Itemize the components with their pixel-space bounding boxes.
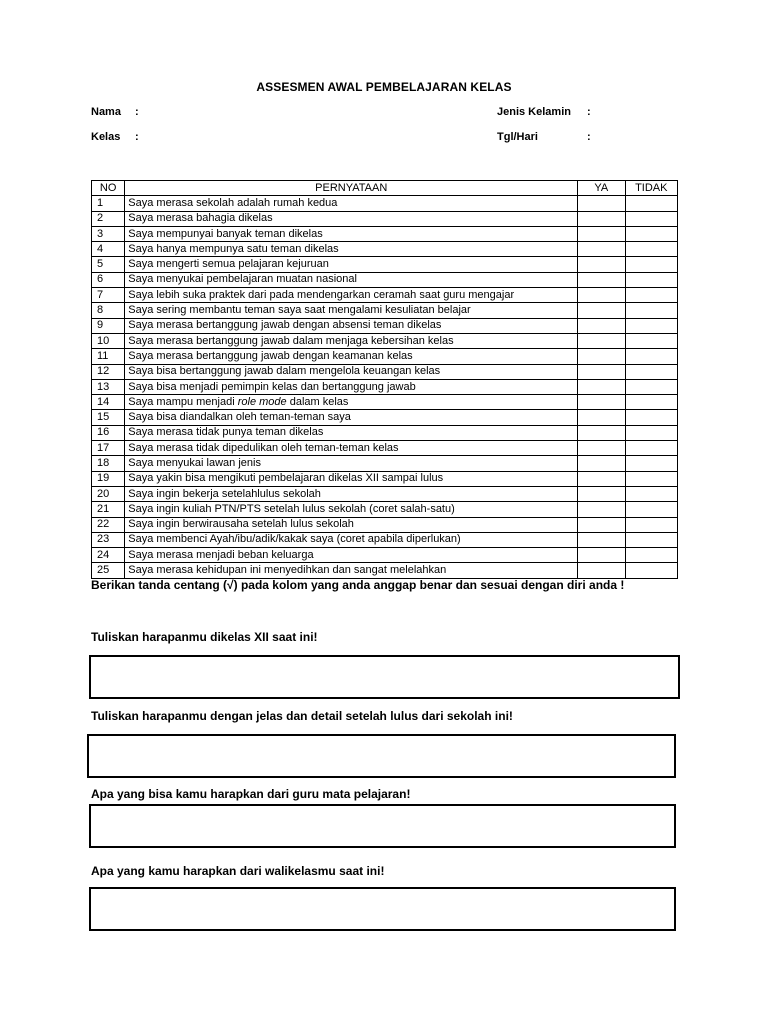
ya-checkbox-cell[interactable] [578,471,625,486]
tgl-hari-field [497,131,591,143]
answer-box-1[interactable] [89,655,680,699]
answer-box-2[interactable] [87,734,676,778]
ya-checkbox-cell[interactable] [578,486,625,501]
row-number: 22 [92,517,125,532]
tidak-checkbox-cell[interactable] [625,349,677,364]
row-number: 8 [92,303,125,318]
tidak-checkbox-cell[interactable] [625,303,677,318]
row-number: 4 [92,242,125,257]
row-statement: Saya yakin bisa mengikuti pembelajaran dikelas XII sampai lulus [125,471,578,486]
question-1: Tuliskan harapanmu dikelas XII saat ini! [91,630,318,644]
ya-checkbox-cell[interactable] [578,563,625,578]
ya-checkbox-cell[interactable] [578,349,625,364]
tidak-checkbox-cell[interactable] [625,532,677,547]
ya-checkbox-cell[interactable] [578,425,625,440]
row-statement: Saya bisa menjadi pemimpin kelas dan bertanggung jawab [125,379,578,394]
ya-checkbox-cell[interactable] [578,288,625,303]
row-statement: Saya lebih suka praktek dari pada mendengarkan ceramah saat guru mengajar [125,288,578,303]
tidak-checkbox-cell[interactable] [625,318,677,333]
row-number: 23 [92,532,125,547]
answer-box-3[interactable] [89,804,676,848]
row-number: 2 [92,211,125,226]
row-number: 6 [92,272,125,287]
tidak-checkbox-cell[interactable] [625,425,677,440]
table-row [92,379,678,394]
ya-checkbox-cell[interactable] [578,196,625,211]
row-statement: Saya membenci Ayah/ibu/adik/kakak saya (coret apabila diperlukan) [125,532,578,547]
ya-checkbox-cell[interactable] [578,502,625,517]
tidak-checkbox-cell[interactable] [625,563,677,578]
tidak-checkbox-cell[interactable] [625,379,677,394]
instruction-text: Berikan tanda centang (√) pada kolom yang anda anggap benar dan sesuai dengan diri anda ! [91,578,625,592]
row-statement: Saya merasa tidak dipedulikan oleh teman-teman kelas [125,441,578,456]
table-row [92,532,678,547]
table-row [92,333,678,348]
ya-checkbox-cell[interactable] [578,303,625,318]
question-4: Apa yang kamu harapkan dari walikelasmu saat ini! [91,864,385,878]
ya-checkbox-cell[interactable] [578,211,625,226]
tidak-checkbox-cell[interactable] [625,226,677,241]
ya-checkbox-cell[interactable] [578,548,625,563]
row-statement: Saya ingin kuliah PTN/PTS setelah lulus sekolah (coret salah-satu) [125,502,578,517]
tidak-checkbox-cell[interactable] [625,548,677,563]
row-number: 25 [92,563,125,578]
row-number: 19 [92,471,125,486]
tidak-checkbox-cell[interactable] [625,395,677,410]
row-number: 11 [92,349,125,364]
tidak-checkbox-cell[interactable] [625,257,677,272]
question-3: Apa yang bisa kamu harapkan dari guru mata pelajaran! [91,787,411,801]
header-ya: YA [578,181,625,196]
row-number: 9 [92,318,125,333]
row-number: 13 [92,379,125,394]
row-statement: Saya mengerti semua pelajaran kejuruan [125,257,578,272]
row-statement: Saya mempunyai banyak teman dikelas [125,226,578,241]
header-no: NO [92,181,125,196]
row-statement: Saya ingin bekerja setelahlulus sekolah [125,486,578,501]
row-number: 15 [92,410,125,425]
table-row [92,410,678,425]
nama-colon: : [135,106,139,118]
tidak-checkbox-cell[interactable] [625,517,677,532]
kelas-field [91,131,139,143]
row-number: 16 [92,425,125,440]
table-row [92,349,678,364]
table-row [92,548,678,563]
ya-checkbox-cell[interactable] [578,532,625,547]
ya-checkbox-cell[interactable] [578,517,625,532]
tidak-checkbox-cell[interactable] [625,364,677,379]
row-statement: Saya bisa diandalkan oleh teman-teman saya [125,410,578,425]
row-statement: Saya sering membantu teman saya saat mengalami kesuliatan belajar [125,303,578,318]
row-statement: Saya merasa bertanggung jawab dengan keamanan kelas [125,349,578,364]
ya-checkbox-cell[interactable] [578,333,625,348]
tidak-checkbox-cell[interactable] [625,486,677,501]
tidak-checkbox-cell[interactable] [625,456,677,471]
ya-checkbox-cell[interactable] [578,456,625,471]
statement-italic-text: role mode [237,395,287,408]
table-row [92,257,678,272]
table-row [92,563,678,578]
ya-checkbox-cell[interactable] [578,410,625,425]
survey-table [91,180,678,579]
table-row [92,395,678,410]
table-row [92,471,678,486]
table-row [92,517,678,532]
row-statement: Saya ingin berwirausaha setelah lulus sekolah [125,517,578,532]
tidak-checkbox-cell[interactable] [625,272,677,287]
table-row [92,211,678,226]
ya-checkbox-cell[interactable] [578,226,625,241]
table-row [92,242,678,257]
ya-checkbox-cell[interactable] [578,395,625,410]
table-row [92,441,678,456]
row-statement: Saya bisa bertanggung jawab dalam mengelola keuangan kelas [125,364,578,379]
row-statement: Saya hanya mempunya satu teman dikelas [125,242,578,257]
document-title: ASSESMEN AWAL PEMBELAJARAN KELAS [256,80,512,94]
tidak-checkbox-cell[interactable] [625,211,677,226]
row-number: 18 [92,456,125,471]
table-row [92,226,678,241]
row-statement: Saya merasa kehidupan ini menyedihkan dan sangat melelahkan [125,563,578,578]
row-statement: Saya merasa bahagia dikelas [125,211,578,226]
jenis-kelamin-label: Jenis Kelamin [497,106,571,118]
tidak-checkbox-cell[interactable] [625,410,677,425]
ya-checkbox-cell[interactable] [578,379,625,394]
header-statement: PERNYATAAN [125,181,578,196]
table-row [92,364,678,379]
table-row [92,303,678,318]
tidak-checkbox-cell[interactable] [625,471,677,486]
row-number: 17 [92,441,125,456]
table-row [92,425,678,440]
row-number: 7 [92,288,125,303]
table-row [92,486,678,501]
nama-label: Nama [91,106,121,118]
table-row [92,272,678,287]
tidak-checkbox-cell[interactable] [625,502,677,517]
row-number: 20 [92,486,125,501]
ya-checkbox-cell[interactable] [578,318,625,333]
table-row [92,456,678,471]
question-2: Tuliskan harapanmu dengan jelas dan detail setelah lulus dari sekolah ini! [91,709,513,723]
row-number: 14 [92,395,125,410]
table-header-row [92,181,678,196]
tidak-checkbox-cell[interactable] [625,288,677,303]
tidak-checkbox-cell[interactable] [625,441,677,456]
header-tidak: TIDAK [625,181,677,196]
table-row [92,288,678,303]
statement-text: dalam kelas [286,395,349,408]
ya-checkbox-cell[interactable] [578,364,625,379]
table-row [92,502,678,517]
row-number: 10 [92,333,125,348]
row-statement: Saya merasa bertanggung jawab dengan absensi teman dikelas [125,318,578,333]
row-number: 1 [92,196,125,211]
table-row [92,196,678,211]
statement-text: Saya mampu menjadi [128,395,238,408]
nama-field [91,106,139,118]
kelas-label: Kelas [91,131,121,143]
jenis-kelamin-field [497,106,591,118]
jenis-kelamin-colon: : [587,106,591,118]
kelas-colon: : [135,131,139,143]
answer-box-4[interactable] [89,887,676,931]
table-row [92,318,678,333]
ya-checkbox-cell[interactable] [578,257,625,272]
row-statement: Saya merasa sekolah adalah rumah kedua [125,196,578,211]
tidak-checkbox-cell[interactable] [625,196,677,211]
ya-checkbox-cell[interactable] [578,272,625,287]
ya-checkbox-cell[interactable] [578,242,625,257]
tgl-hari-label: Tgl/Hari [497,131,538,143]
tidak-checkbox-cell[interactable] [625,333,677,348]
ya-checkbox-cell[interactable] [578,441,625,456]
row-number: 3 [92,226,125,241]
row-statement: Saya menyukai pembelajaran muatan nasional [125,272,578,287]
tidak-checkbox-cell[interactable] [625,242,677,257]
row-statement: Saya merasa tidak punya teman dikelas [125,425,578,440]
row-statement: Saya merasa bertanggung jawab dalam menjaga kebersihan kelas [125,333,578,348]
row-number: 5 [92,257,125,272]
row-statement: Saya menyukai lawan jenis [125,456,578,471]
row-number: 21 [92,502,125,517]
row-statement [125,395,578,410]
row-statement: Saya merasa menjadi beban keluarga [125,548,578,563]
tgl-hari-colon: : [587,131,591,143]
row-number: 12 [92,364,125,379]
row-number: 24 [92,548,125,563]
